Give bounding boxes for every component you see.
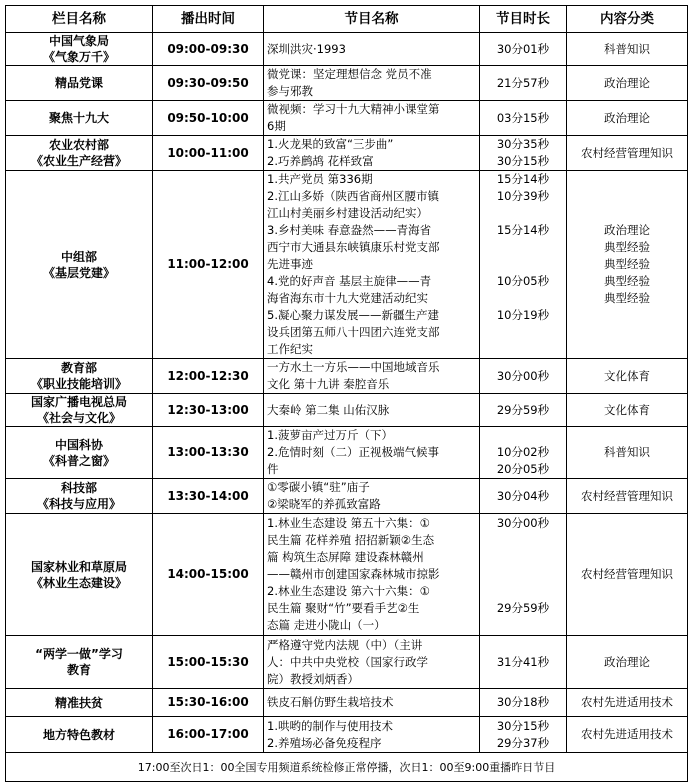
program-title [264, 479, 480, 514]
program-duration [480, 101, 567, 136]
program-duration-line: 15分14秒 [496, 223, 550, 237]
program-title-line: 1.菠萝亩产过万斤（下） [267, 428, 393, 442]
footer-note: 17:00至次日1：00全国专用频道系统检修正常停播，次日1：00至9:00重播昨日节目 [6, 753, 688, 782]
table-row [6, 101, 688, 136]
air-time-line: 12:30-13:00 [167, 402, 249, 417]
program-column-name [6, 33, 153, 66]
program-title-line: 人：中共中央党校（国家行政学 [267, 654, 428, 669]
program-duration [480, 171, 567, 359]
program-title-line: 院）教授刘炳香） [267, 671, 359, 686]
program-title-line: 严格遵守党内法规（中）（主讲 [267, 637, 423, 652]
program-title-line: 微党课：坚定理想信念 党员不准 [267, 67, 432, 81]
content-category [567, 171, 688, 359]
program-title [264, 636, 480, 689]
program-column-name-line: 教育 [66, 663, 91, 677]
program-column-name-line: 科技部 [60, 481, 97, 495]
air-time-line: 15:30-16:00 [167, 695, 249, 709]
content-category-line: 文化体育 [604, 368, 650, 383]
content-category-line: 科普知识 [604, 445, 650, 459]
program-column-name [6, 514, 153, 636]
program-title-line: 海省海东市十九大党建活动纪实 [267, 291, 428, 305]
content-category-line: 农村先进适用技术 [581, 727, 673, 741]
program-duration [480, 717, 567, 753]
program-duration-line: 30分15秒 [496, 718, 550, 733]
air-time-line: 10:00-11:00 [167, 145, 249, 160]
air-time [153, 636, 264, 689]
program-title-line: 2.林业生态建设 第六十六集：① [267, 584, 430, 598]
program-title-line: 民生篇 花样养殖 招招新颖②生态 [267, 533, 435, 547]
air-time-line: 13:00-13:30 [167, 445, 249, 459]
program-title-line: 大秦岭 第二集 山佑汉脉 [267, 402, 390, 417]
program-title-line: 民生篇 聚财“竹”要看手艺②生 [267, 601, 420, 615]
table-row [6, 33, 688, 66]
schedule-body [6, 33, 688, 753]
program-title-line: 3.乡村美味 春意盎然——青海省 [267, 223, 432, 237]
air-time [153, 514, 264, 636]
program-title [264, 394, 480, 427]
program-title [264, 66, 480, 101]
program-title-line: 1.林业生态建设 第五十六集：① [267, 516, 430, 530]
header-row [6, 6, 688, 33]
program-duration [480, 66, 567, 101]
program-title [264, 171, 480, 359]
header-duration: 节目时长 [480, 6, 567, 33]
content-category [567, 394, 688, 427]
program-column-name-line: 《气象万千》 [42, 50, 115, 64]
program-duration-line [483, 532, 563, 549]
air-time-line: 09:00-09:30 [167, 41, 249, 56]
content-category [567, 689, 688, 717]
program-title-line: 1.火龙果的致富“三步曲” [267, 137, 394, 151]
program-duration [480, 636, 567, 689]
table-row [6, 171, 688, 359]
air-time [153, 359, 264, 394]
air-time [153, 394, 264, 427]
program-duration [480, 394, 567, 427]
content-category [567, 66, 688, 101]
program-title-line: 设兵团第五师八十四团六连党支部 [267, 325, 440, 339]
program-duration-line: 10分19秒 [496, 308, 550, 322]
program-column-name-line: 教育部 [60, 361, 97, 375]
content-category [567, 514, 688, 636]
content-category-line: 政治理论 [604, 654, 650, 669]
program-title-line: 2.养殖场必备免疫程序 [267, 735, 382, 750]
content-category [567, 717, 688, 753]
program-title-line: 铁皮石斛仿野生栽培技术 [267, 695, 394, 709]
program-column-name [6, 717, 153, 753]
program-duration-line: 30分04秒 [496, 488, 550, 503]
content-category-line: 文化体育 [604, 402, 650, 417]
program-column-name-line: 《科普之窗》 [42, 453, 115, 468]
program-title-line: 工作纪实 [267, 342, 313, 356]
content-category-line: 科普知识 [604, 41, 650, 56]
program-duration-line: 10分39秒 [496, 189, 550, 203]
content-category [567, 636, 688, 689]
air-time [153, 33, 264, 66]
program-title [264, 717, 480, 753]
program-duration [480, 427, 567, 479]
table-row [6, 66, 688, 101]
program-title [264, 514, 480, 636]
air-time [153, 171, 264, 359]
program-column-name [6, 636, 153, 689]
program-column-name-line: 《社会与文化》 [36, 411, 121, 425]
program-duration-line: 30分01秒 [496, 41, 550, 56]
program-duration [480, 689, 567, 717]
program-title [264, 359, 480, 394]
content-category-line: 政治理论 [604, 223, 650, 237]
program-duration [480, 33, 567, 66]
program-column-name-line: 聚焦十九大 [48, 111, 109, 125]
air-time [153, 427, 264, 479]
program-title-line: 2.危情时刻（二）正视极端气候事 [267, 445, 439, 459]
program-title-line: 态篇 走进小陇山（一） [267, 618, 386, 632]
program-title-line: 4.党的好声音 基层主旋律——青 [267, 274, 432, 288]
program-title-line: 西宁市大通县东峡镇康乐村党支部 [267, 240, 440, 254]
header-program-name: 节目名称 [264, 6, 480, 33]
program-duration-line [483, 239, 563, 256]
air-time-line: 15:00-15:30 [167, 654, 249, 669]
program-title-line: 先进事迹 [267, 257, 313, 271]
content-category [567, 359, 688, 394]
program-duration-line [483, 324, 563, 341]
program-duration-line: 29分59秒 [496, 402, 550, 417]
header-air-time: 播出时间 [153, 6, 264, 33]
program-duration-line: 21分57秒 [496, 75, 550, 90]
program-column-name-line: 中国科协 [54, 437, 103, 452]
program-duration-line: 29分59秒 [496, 601, 550, 615]
program-duration-line [483, 256, 563, 273]
program-duration [480, 359, 567, 394]
program-duration-line [483, 427, 563, 444]
program-duration-line [483, 290, 563, 307]
air-time-line: 09:50-10:00 [167, 110, 249, 125]
content-category [567, 479, 688, 514]
program-column-name [6, 479, 153, 514]
program-title-line: 6期 [267, 119, 286, 133]
air-time-line: 13:30-14:00 [167, 488, 249, 503]
header-column-name: 栏目名称 [6, 6, 153, 33]
content-category [567, 136, 688, 171]
program-title-line: 2.巧养鹧鸪 花样致富 [267, 154, 374, 168]
program-title-line: 1.共产党员 第336期 [267, 172, 373, 186]
air-time [153, 717, 264, 753]
program-title-line: 5.凝心聚力谋发展——新疆生产建 [267, 308, 439, 322]
air-time [153, 101, 264, 136]
table-row [6, 717, 688, 753]
program-duration [480, 136, 567, 171]
program-title-line: 1.哄哟的制作与使用技术 [267, 718, 393, 733]
air-time [153, 66, 264, 101]
table-row [6, 136, 688, 171]
program-title-line: ——赣州市创建国家森林城市掠影 [267, 567, 440, 581]
program-title [264, 101, 480, 136]
program-title-line: 参与邪教 [267, 84, 313, 98]
table-row [6, 479, 688, 514]
program-column-name [6, 136, 153, 171]
air-time-line: 09:30-09:50 [167, 75, 249, 90]
program-duration-line [483, 341, 563, 358]
program-title-line: 件 [267, 462, 279, 476]
content-category [567, 427, 688, 479]
program-title [264, 427, 480, 479]
content-category-line: 农村先进适用技术 [581, 695, 673, 709]
table-row [6, 514, 688, 636]
program-duration-line [483, 583, 563, 600]
content-category [567, 101, 688, 136]
program-column-name-line: 地方特色教材 [42, 727, 115, 742]
air-time-line: 12:00-12:30 [167, 368, 249, 383]
program-title-line: 深圳洪灾·1993 [267, 41, 346, 56]
program-title-line: 文化 第十九讲 秦腔音乐 [267, 377, 390, 391]
program-title-line: 一方水土一方乐——中国地域音乐 [267, 360, 440, 374]
content-category-line: 典型经验 [604, 291, 650, 305]
program-duration-line [483, 617, 563, 634]
program-title [264, 33, 480, 66]
program-duration-line: 30分00秒 [496, 368, 550, 383]
program-duration-line: 15分14秒 [496, 172, 550, 186]
program-duration-line: 30分35秒 [496, 137, 550, 151]
program-duration-line: 10分05秒 [496, 274, 550, 288]
content-category-line: 典型经验 [604, 257, 650, 271]
content-category-line: 典型经验 [604, 240, 650, 254]
table-row [6, 689, 688, 717]
program-duration-line: 31分41秒 [496, 654, 550, 669]
schedule-table [5, 5, 688, 782]
program-duration-line: 30分00秒 [496, 516, 550, 530]
program-column-name-line: 《科技与应用》 [36, 497, 121, 511]
program-title [264, 136, 480, 171]
program-column-name-line: 中国气象局 [48, 34, 109, 48]
content-category-line: 农村经营管理知识 [581, 145, 673, 160]
header-category: 内容分类 [567, 6, 688, 33]
program-duration-line: 30分18秒 [496, 695, 550, 709]
program-duration-line: 03分15秒 [496, 110, 550, 125]
program-title-line: 2.江山多娇（陕西省商州区腰市镇 [267, 189, 439, 203]
program-duration-line: 20分05秒 [496, 462, 550, 476]
program-column-name [6, 427, 153, 479]
air-time-line: 14:00-15:00 [167, 567, 249, 581]
program-column-name-line: 《林业生态建设》 [30, 575, 127, 590]
program-column-name [6, 689, 153, 717]
program-column-name [6, 101, 153, 136]
content-category-line: 农村经营管理知识 [581, 567, 673, 581]
program-column-name [6, 394, 153, 427]
air-time [153, 479, 264, 514]
table-row [6, 394, 688, 427]
program-column-name [6, 66, 153, 101]
program-duration-line [483, 549, 563, 566]
program-column-name-line: 国家广播电视总局 [30, 395, 127, 409]
air-time [153, 136, 264, 171]
program-column-name-line: 精品党课 [54, 76, 103, 90]
content-category [567, 33, 688, 66]
program-column-name-line: 精准扶贫 [54, 695, 103, 710]
program-column-name-line: “两学一做”学习 [35, 647, 123, 661]
program-title [264, 689, 480, 717]
program-column-name-line: 中组部 [60, 249, 97, 264]
program-column-name-line: 农业农村部 [48, 138, 109, 152]
footer-row [6, 753, 688, 782]
air-time-line: 11:00-12:00 [167, 257, 249, 271]
program-title-line: 篇 构筑生态屏障 建设森林赣州 [267, 550, 424, 564]
program-duration-line: 30分15秒 [496, 154, 550, 168]
program-column-name-line: 《职业技能培训》 [30, 377, 127, 391]
program-title-line: ①零碳小镇“驻”庙子 [267, 480, 370, 494]
program-title-line: 江山村美丽乡村建设活动纪实） [267, 206, 428, 220]
program-duration-line: 10分02秒 [496, 445, 550, 459]
table-row [6, 359, 688, 394]
program-column-name-line: 国家林业和草原局 [30, 559, 127, 574]
content-category-line: 农村经营管理知识 [581, 488, 673, 503]
program-title-line: 微视频：学习十九大精神小课堂第 [267, 102, 440, 116]
program-duration-line: 29分37秒 [496, 735, 550, 750]
program-duration [480, 479, 567, 514]
content-category-line: 政治理论 [604, 110, 650, 125]
program-column-name [6, 171, 153, 359]
table-row [6, 636, 688, 689]
program-duration-line [483, 205, 563, 222]
program-duration-line [483, 566, 563, 583]
program-duration [480, 514, 567, 636]
air-time [153, 689, 264, 717]
program-title-line: ②梁晓军的养孤致富路 [267, 497, 381, 511]
table-row [6, 427, 688, 479]
content-category-line: 典型经验 [604, 274, 650, 288]
air-time-line: 16:00-17:00 [167, 727, 249, 741]
program-column-name-line: 《农业生产经营》 [30, 154, 127, 168]
content-category-line: 政治理论 [604, 75, 650, 90]
program-column-name [6, 359, 153, 394]
program-column-name-line: 《基层党建》 [42, 265, 115, 280]
